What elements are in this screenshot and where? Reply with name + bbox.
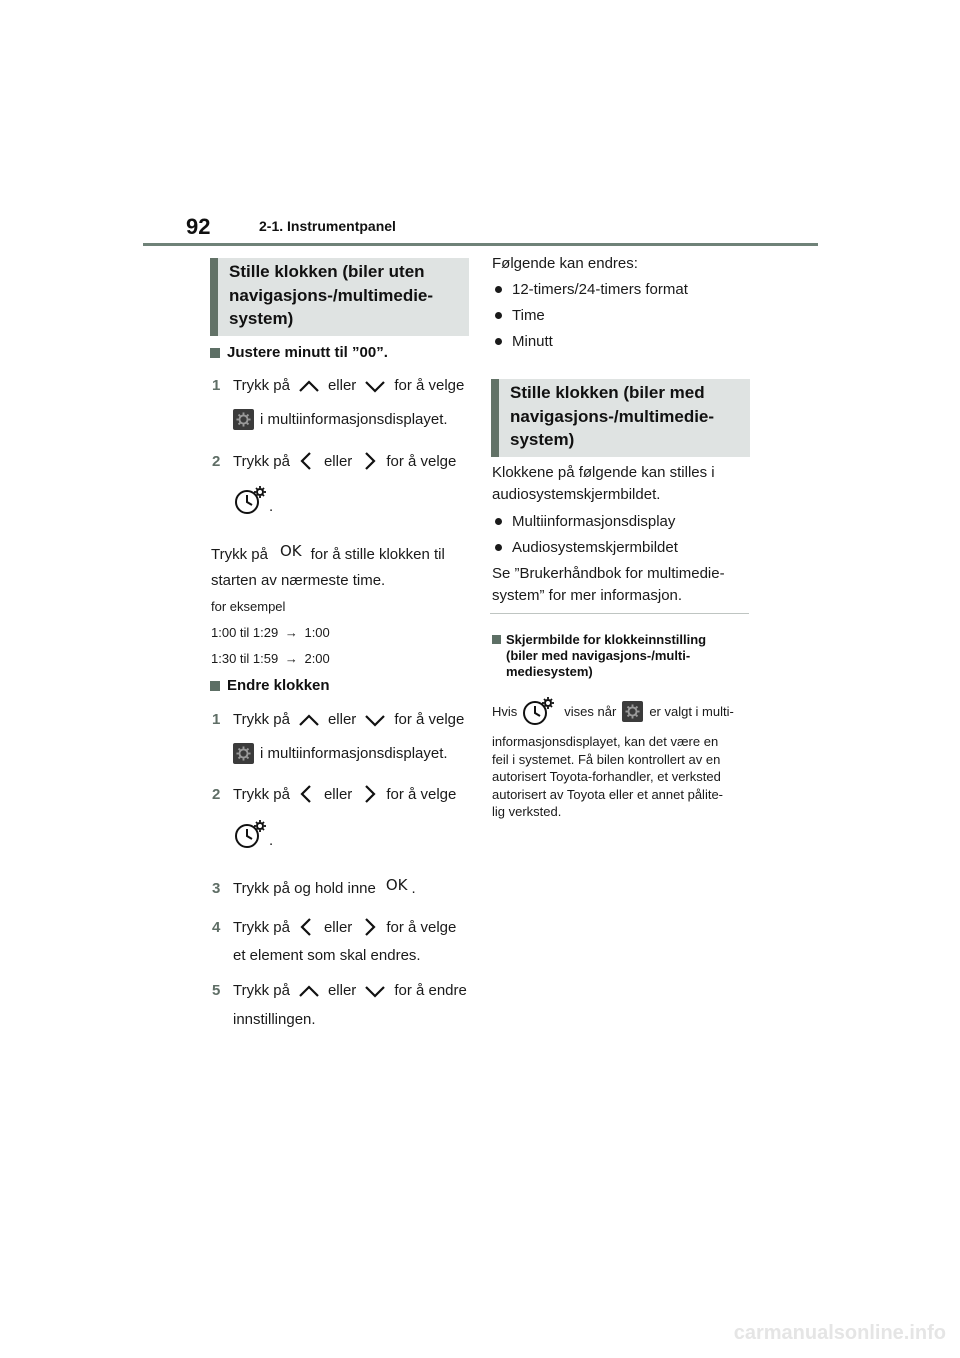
step-text: i multiinformasjonsdisplayet. bbox=[260, 745, 448, 762]
settings-gear-icon bbox=[622, 701, 643, 722]
clock-settings-icon bbox=[233, 819, 269, 849]
note-line: informasjonsdisplayet, kan det være en bbox=[492, 734, 719, 749]
step-text: Trykk på bbox=[233, 377, 290, 394]
bullet-icon bbox=[495, 338, 502, 345]
note-line: autorisert av Toyota eller et annet pålite- bbox=[492, 786, 724, 802]
chevron-right-icon bbox=[354, 451, 384, 471]
heading-line: Stille klokken (biler med bbox=[510, 383, 705, 402]
punctuation: . bbox=[269, 498, 274, 515]
paragraph-text: Trykk på bbox=[211, 545, 268, 563]
square-bullet-icon bbox=[210, 348, 220, 358]
step-1-continued bbox=[233, 409, 448, 430]
step-text: eller bbox=[327, 982, 357, 999]
paragraph-line: Se ”Brukerhåndbok for multimedie- bbox=[492, 565, 725, 582]
step-text: eller bbox=[323, 918, 353, 936]
clock-settings-icon bbox=[233, 485, 269, 515]
note-line: feil i systemet. Få bilen kontrollert av en bbox=[492, 751, 721, 767]
subheading-line: mediesystem) bbox=[506, 664, 593, 679]
subheading-clock-screen bbox=[492, 632, 706, 680]
example-2 bbox=[211, 651, 330, 666]
bullet-icon bbox=[495, 544, 502, 551]
chevron-up-icon bbox=[292, 713, 326, 727]
step-5-continued: innstillingen. bbox=[233, 1011, 316, 1028]
list-item-text: Multiinformasjonsdisplay bbox=[512, 513, 676, 530]
step-2 bbox=[212, 451, 456, 471]
step-text: for å velge bbox=[394, 711, 465, 728]
example-from: 1:30 til 1:59 bbox=[211, 651, 279, 666]
step-text: eller bbox=[327, 377, 357, 394]
subheading-text: Justere minutt til ”00”. bbox=[227, 344, 388, 361]
chevron-left-icon bbox=[292, 917, 322, 937]
square-bullet-icon bbox=[492, 635, 501, 644]
note-line: lig verksted. bbox=[492, 804, 562, 819]
paragraph-line: system” for mer informasjon. bbox=[492, 587, 683, 604]
intro-text: Følgende kan endres: bbox=[492, 255, 638, 272]
step-number: 4 bbox=[212, 918, 221, 936]
step-text: i multiinformasjonsdisplayet. bbox=[260, 411, 448, 428]
note-text: er valgt i multi- bbox=[649, 703, 734, 719]
list-item-text: Time bbox=[512, 307, 545, 324]
chevron-right-icon bbox=[354, 917, 384, 937]
step-text: for å endre bbox=[394, 982, 467, 999]
heading-line: navigasjons-/multimedie- bbox=[510, 406, 715, 426]
step-1-continued bbox=[233, 743, 448, 764]
clock-settings-icon-line bbox=[233, 484, 273, 515]
heading-box-with-nav bbox=[491, 379, 750, 457]
settings-gear-icon bbox=[233, 409, 254, 430]
example-1 bbox=[211, 625, 330, 640]
section-title: 2-1. Instrumentpanel bbox=[259, 218, 396, 234]
paragraph-text: starten av nærmeste time. bbox=[211, 572, 386, 589]
step-4 bbox=[212, 917, 456, 937]
paragraph-line: Klokkene på følgende kan stilles i bbox=[492, 464, 715, 481]
chevron-left-icon bbox=[292, 451, 322, 471]
header-rule bbox=[143, 243, 818, 246]
chevron-down-icon bbox=[358, 713, 392, 727]
list-item bbox=[492, 307, 545, 324]
step-2 bbox=[212, 784, 456, 804]
clock-settings-icon bbox=[521, 696, 557, 726]
step-number: 1 bbox=[212, 711, 221, 728]
paragraph-ok-cont bbox=[211, 572, 385, 589]
note-text: vises når bbox=[564, 703, 617, 719]
step-5 bbox=[212, 982, 467, 999]
step-text: Trykk på bbox=[233, 918, 290, 936]
step-text: Trykk på og hold inne bbox=[233, 879, 376, 897]
subheading-text bbox=[506, 632, 706, 680]
ok-icon: OK bbox=[385, 876, 408, 894]
note-text: Hvis bbox=[492, 703, 518, 719]
ok-icon: OK bbox=[279, 542, 302, 560]
heading-line: system) bbox=[229, 309, 294, 328]
list-item bbox=[492, 513, 675, 530]
subheading-text: Endre klokken bbox=[227, 677, 330, 694]
list-item-text: Audiosystemskjermbildet bbox=[512, 539, 678, 556]
paragraph-line: audiosystemskjermbildet. bbox=[492, 486, 661, 503]
divider bbox=[490, 613, 749, 614]
chevron-right-icon bbox=[354, 784, 384, 804]
list-item bbox=[492, 539, 678, 556]
heading-line: system) bbox=[510, 430, 575, 449]
step-number: 1 bbox=[212, 377, 221, 394]
subheading-adjust-minute bbox=[210, 344, 388, 361]
chevron-up-icon bbox=[292, 379, 326, 393]
list-item-text: 12-timers/24-timers format bbox=[512, 281, 688, 298]
step-number: 5 bbox=[212, 982, 221, 999]
step-text: for å velge bbox=[386, 785, 457, 803]
bullet-icon bbox=[495, 286, 502, 293]
example-from: 1:00 til 1:29 bbox=[211, 625, 279, 640]
example-to: 1:00 bbox=[304, 625, 330, 640]
square-bullet-icon bbox=[210, 681, 220, 691]
example-to: 2:00 bbox=[304, 651, 330, 666]
note-first-line bbox=[492, 696, 734, 726]
bullet-icon bbox=[495, 312, 502, 319]
bullet-icon bbox=[495, 518, 502, 525]
step-text: for å velge bbox=[394, 377, 465, 394]
page-number: 92 bbox=[186, 214, 211, 239]
note-line: autorisert Toyota-forhandler, et verksted bbox=[492, 769, 721, 784]
step-text: Trykk på bbox=[233, 785, 290, 803]
step-1 bbox=[212, 377, 464, 394]
list-item bbox=[492, 281, 688, 298]
paragraph-text: for å stille klokken til bbox=[310, 545, 445, 563]
punctuation: . bbox=[411, 879, 416, 897]
step-text: Trykk på bbox=[233, 982, 290, 999]
step-text: eller bbox=[323, 785, 353, 803]
heading-line: navigasjons-/multimedie- bbox=[229, 285, 434, 305]
subheading-line: (biler med navigasjons-/multi- bbox=[506, 648, 691, 663]
clock-settings-icon-line bbox=[233, 818, 273, 849]
arrow-right-icon: → bbox=[284, 651, 298, 666]
arrow-right-icon: → bbox=[284, 625, 298, 640]
step-text: for å velge bbox=[386, 918, 457, 936]
step-4-continued: et element som skal endres. bbox=[233, 947, 421, 964]
list-item-text: Minutt bbox=[512, 333, 553, 350]
heading-box-without-nav bbox=[210, 258, 469, 336]
example-label: for eksempel bbox=[211, 599, 286, 614]
step-text: eller bbox=[327, 711, 357, 728]
punctuation: . bbox=[269, 832, 274, 849]
step-number: 2 bbox=[212, 452, 221, 470]
watermark: carmanualsonline.info bbox=[733, 1322, 946, 1344]
note-body bbox=[492, 733, 723, 821]
subheading-change-clock bbox=[210, 677, 330, 694]
chevron-down-icon bbox=[358, 379, 392, 393]
step-number: 3 bbox=[212, 879, 221, 897]
step-text: eller bbox=[323, 452, 353, 470]
step-text: Trykk på bbox=[233, 452, 290, 470]
step-text: for å velge bbox=[386, 452, 457, 470]
settings-gear-icon bbox=[233, 743, 254, 764]
paragraph-ok bbox=[211, 542, 445, 566]
subheading-line: Skjermbilde for klokkeinnstilling bbox=[506, 632, 707, 647]
step-text: Trykk på bbox=[233, 711, 290, 728]
heading-line: Stille klokken (biler uten bbox=[229, 262, 425, 281]
list-item bbox=[492, 333, 553, 350]
chevron-down-icon bbox=[358, 984, 392, 998]
step-number: 2 bbox=[212, 785, 221, 803]
chevron-up-icon bbox=[292, 984, 326, 998]
chevron-left-icon bbox=[292, 784, 322, 804]
step-1 bbox=[212, 711, 464, 728]
step-3 bbox=[212, 876, 416, 900]
